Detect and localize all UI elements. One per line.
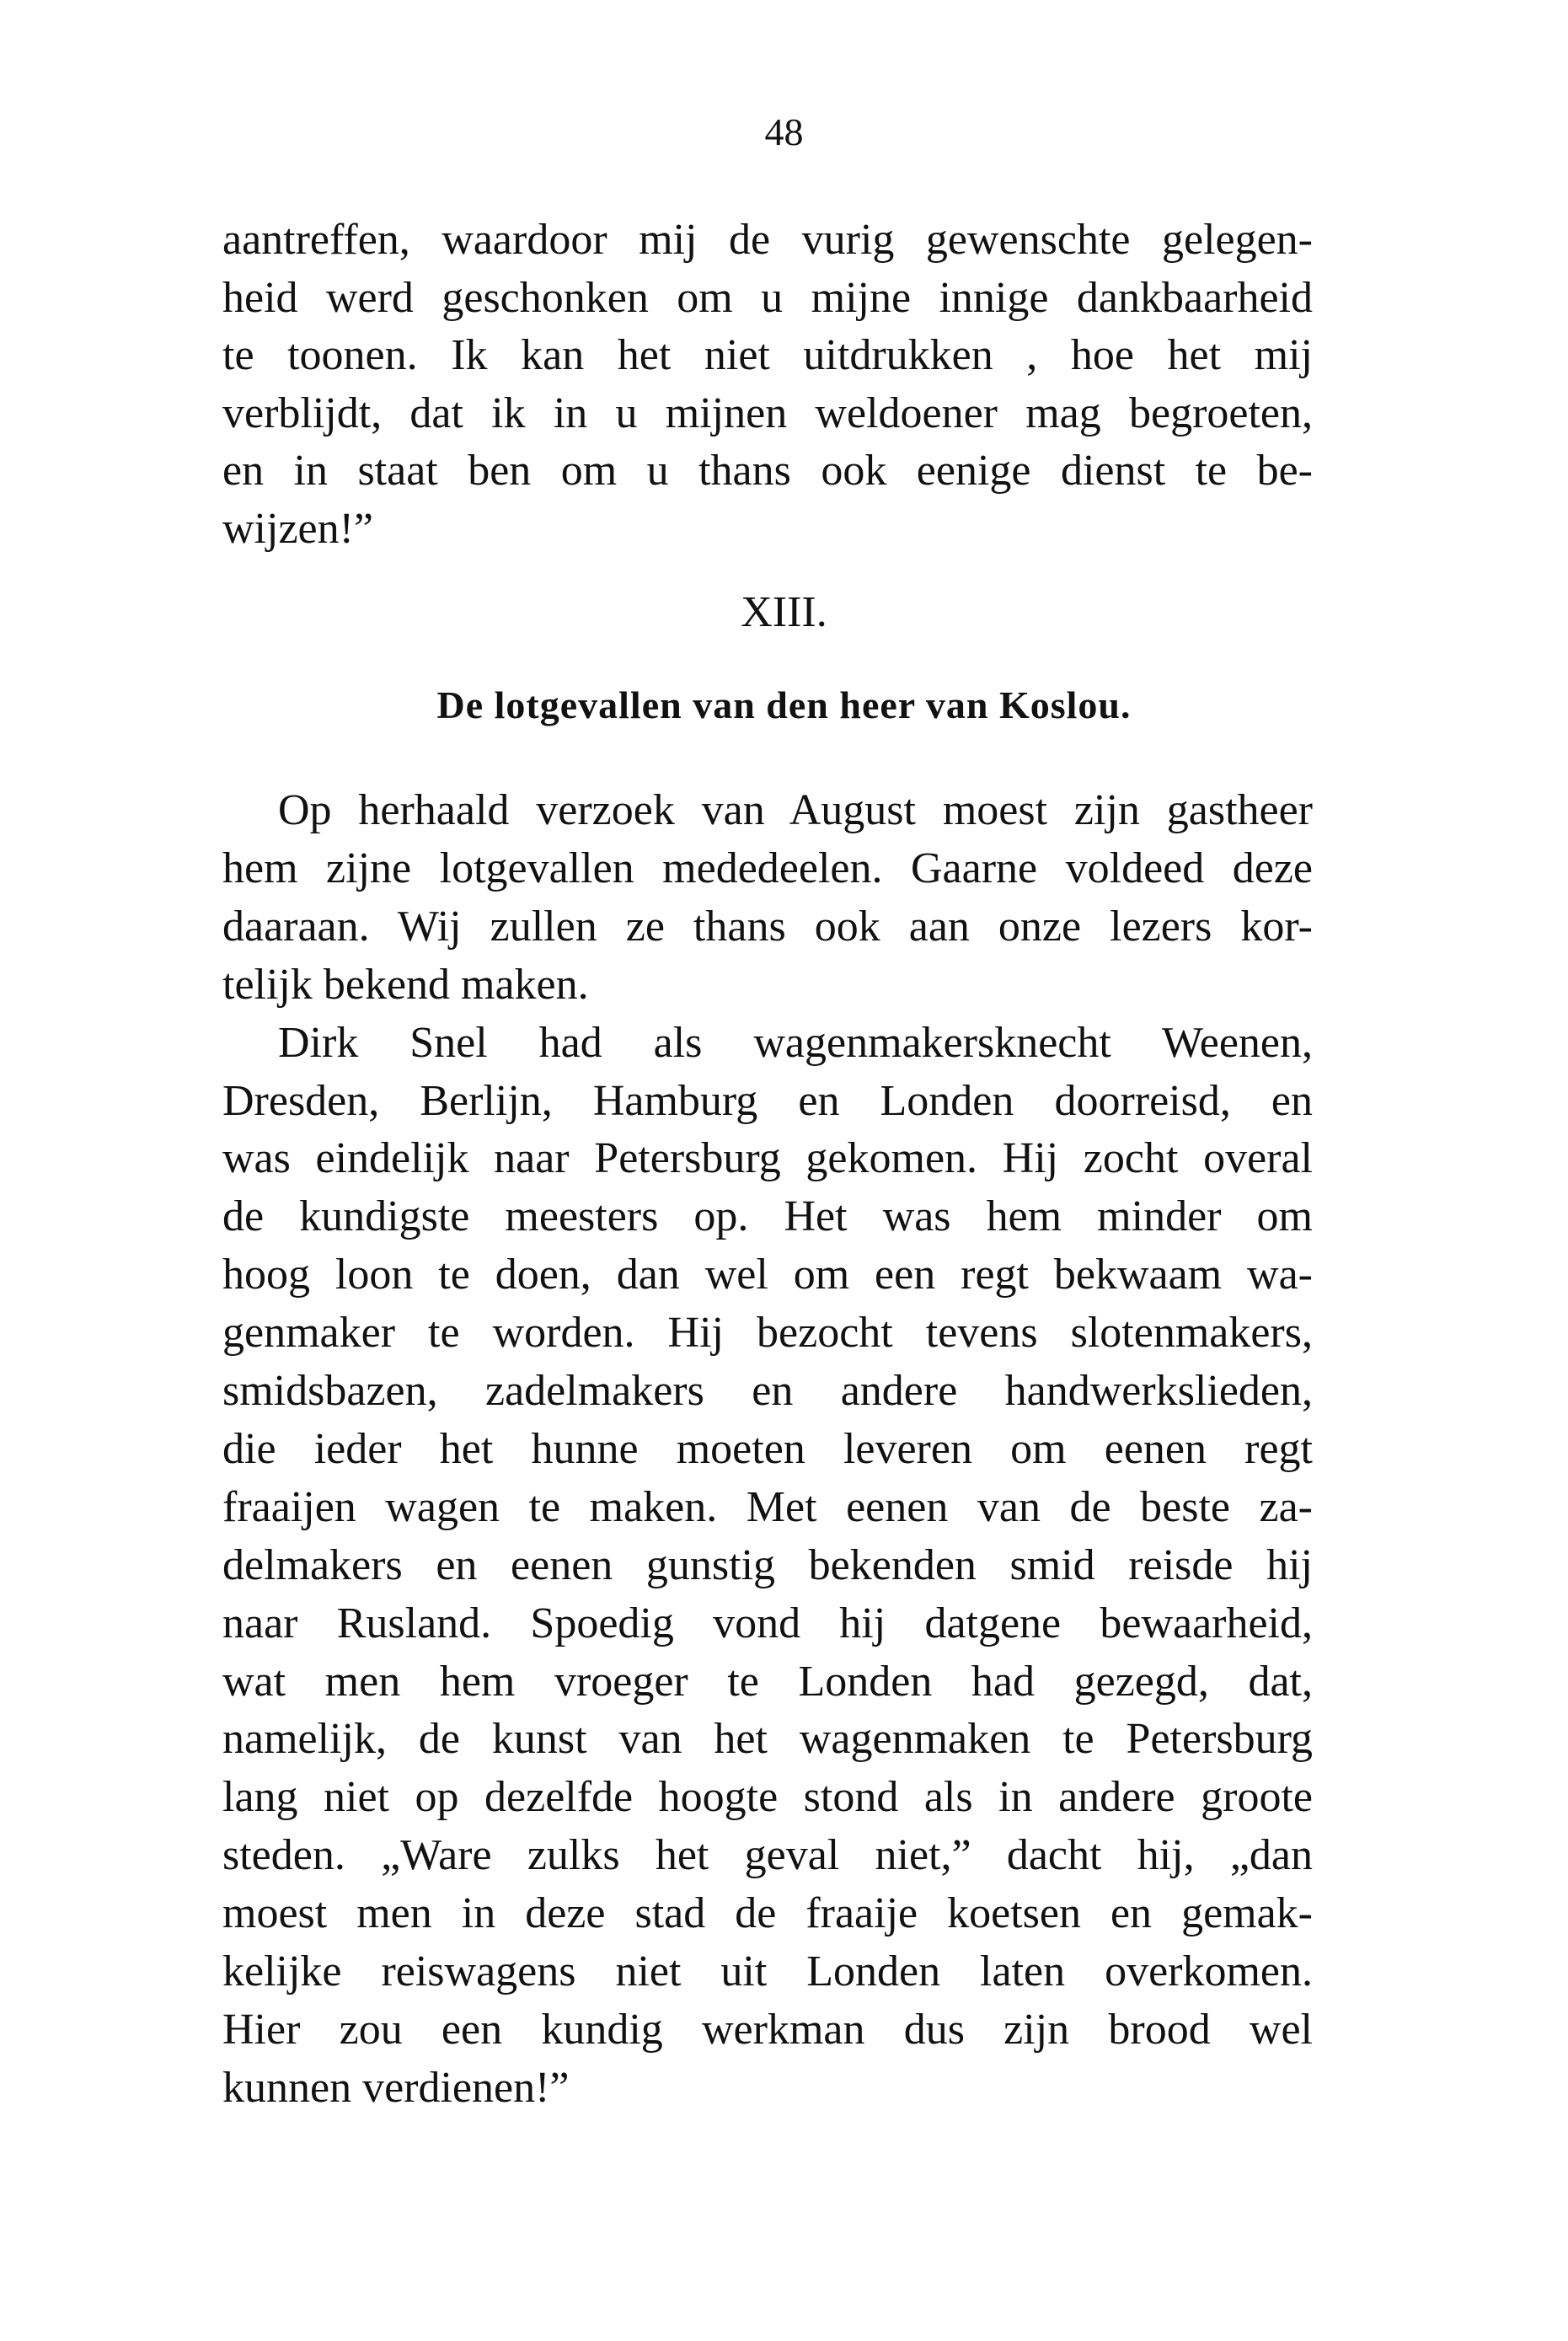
page-number: 48	[764, 110, 804, 153]
text-line: genmaker te worden. Hij bezocht tevens slotenmakers,	[222, 1309, 1313, 1358]
text-line: was eindelijk naar Petersburg gekomen. Hij zocht overal	[222, 1134, 1313, 1183]
text-line: heid werd geschonken om u mijne innige dankbaarheid	[222, 273, 1313, 322]
text-line: Hier zou een kundig werkman dus zijn brood wel	[222, 2005, 1313, 2054]
text-line: fraaijen wagen te maken. Met eenen van de beste za-	[222, 1482, 1313, 1531]
text-line: moest men in deze stad de fraaije koetsen en gemak-	[222, 1889, 1313, 1938]
text-line: te toonen. Ik kan het niet uitdrukken , hoe het mij	[222, 331, 1313, 380]
text-line: daaraan. Wij zullen ze thans ook aan onze lezers kor-	[222, 902, 1313, 951]
text-line: wat men hem vroeger te Londen had gezegd, dat,	[222, 1657, 1313, 1706]
chapter-number: XIII.	[741, 588, 827, 636]
text-line: wijzen!”	[222, 505, 374, 553]
text-line: Op herhaald verzoek van August moest zijn gastheer	[278, 786, 1313, 834]
text-line: Dresden, Berlijn, Hamburg en Londen doorreisd, en	[222, 1076, 1313, 1125]
text-line: die ieder het hunne moeten leveren om eenen regt	[222, 1424, 1313, 1473]
chapter-title: De lotgevallen van den heer van Koslou.	[436, 683, 1132, 726]
text-line: de kundigste meesters op. Het was hem minder om	[222, 1192, 1313, 1241]
text-line: naar Rusland. Spoedig vond hij datgene bewaarheid,	[222, 1599, 1313, 1647]
text-line: hem zijne lotgevallen mededeelen. Gaarne voldeed deze	[222, 844, 1313, 892]
text-line: kunnen verdienen!”	[222, 2063, 570, 2112]
text-line: delmakers en eenen gunstig bekenden smid reisde hij	[222, 1540, 1313, 1589]
text-line: kelijke reiswagens niet uit Londen laten overkomen.	[222, 1947, 1313, 1995]
text-line: hoog loon te doen, dan wel om een regt bekwaam wa-	[222, 1251, 1313, 1299]
text-line: en in staat ben om u thans ook eenige dienst te be-	[222, 447, 1313, 496]
text-line: Dirk Snel had als wagenmakersknecht Weenen,	[278, 1018, 1313, 1067]
text-line: verblijdt, dat ik in u mijnen weldoener mag begroeten,	[222, 388, 1313, 437]
text-line: smidsbazen, zadelmakers en andere handwerkslieden,	[222, 1367, 1313, 1415]
text-line: aantreffen, waardoor mij de vurig gewenschte gelegen-	[222, 216, 1313, 264]
text-line: lang niet op dezelfde hoogte stond als in andere groote	[222, 1773, 1313, 1822]
text-line: telijk bekend maken.	[222, 960, 589, 1009]
text-line: namelijk, de kunst van het wagenmaken te Petersburg	[222, 1715, 1313, 1764]
text-line: steden. „Ware zulks het geval niet,” dacht hij, „dan	[222, 1831, 1313, 1880]
